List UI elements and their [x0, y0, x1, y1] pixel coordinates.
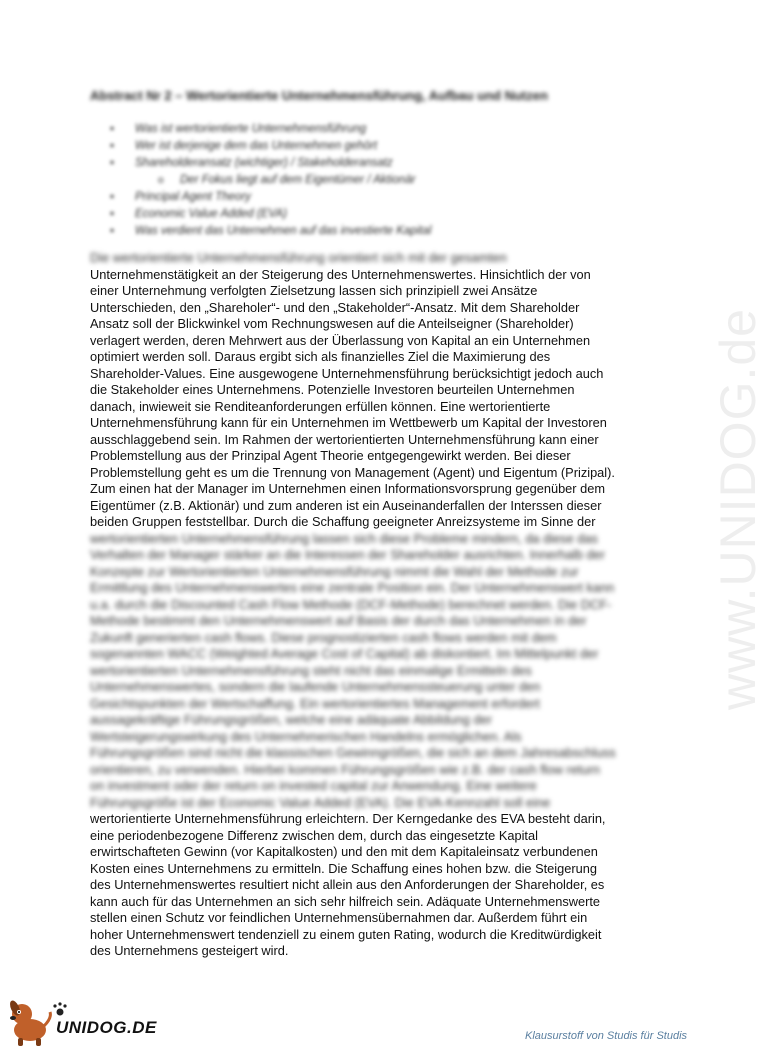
text-line: Unternehmensführung kann für ein Unternehmen im Wettbewerb um Kapital der Investoren [90, 415, 607, 430]
body-text [90, 250, 670, 960]
text-line: Die wertorientierte Unternehmensführung orientiert sich mit der gesamten [90, 250, 507, 265]
text-line: erwirtschafteten Gewinn (vor Kapitalkosten) und den mit dem Kapitaleinsatz verbundenen [90, 844, 598, 859]
text-line: Methode bestimmt den Unternehmenswert auf Basis der durch das Unternehmen in der [90, 613, 587, 628]
text-line: Problemstellung geht es um die Trennung von Management (Agent) und Eigentum (Prizipal). [90, 464, 615, 480]
dog-icon [8, 999, 50, 1046]
text-line: Konzepte zur Wertorientierten Unternehmensführung nimmt die Wahl der Methode zur [90, 563, 579, 579]
text-line: wertorientierte Unternehmensführung erleichtern. Der Kerngedanke des EVA besteht darin, [90, 811, 606, 826]
text-line: Unterschieden, den „Shareholer“- und den „Stakeholder“-Ansatz. Mit dem Shareholder [90, 299, 580, 315]
text-line: orientieren, zu verwenden. Hierbei kommen Führungsgrößen wie z.B. der cash flow return [90, 761, 600, 777]
text-line: stellen einen Schutz vor feindlichen Unternehmensübernahmen dar. Außerdem führt ein [90, 910, 588, 925]
text-line: Shareholder-Values. Eine ausgewogene Unternehmensführung berücksichtigt jedoch auch [90, 365, 604, 381]
list-item: ▪ Was verdient das Unternehmen auf das investierte Kapital [110, 223, 431, 240]
text-line: Problemstellung aus der Prinzipal Agent Theorie entgegengewirkt werden. Bei dieser [90, 448, 571, 463]
text-line: die Stakeholder eines Unternehmens. Potenzielle Investoren beurteilen Unternehmen [90, 382, 575, 397]
list-item: ▪ Principal Agent Theory [110, 189, 431, 206]
text-line: Ermittlung des Unternehmenswertes eine zentrale Position ein. Der Unternehmenswert kann [90, 580, 615, 595]
text-line: Zukunft generierten cash flows. Diese prognostizierten cash flows werden mit dem [90, 629, 557, 645]
text-line: kann auch für das Unternehmen an sich sehr hilfreich sein. Adäquate Unternehmenswerte [90, 893, 601, 909]
text-line: aussagekräftige Führungsgrößen, welche eine adäquate Abbildung der [90, 712, 492, 727]
sub-list-item: o Der Fokus liegt auf dem Eigentümer / Aktionär [110, 172, 431, 189]
text-line: hoher Unternehmenswert tendenziell zu einem guten Rating, wodurch die Kreditwürdigkeit [90, 926, 602, 942]
text-line: des Unternehmenswertes resultiert nicht allein aus den Anforderungen der Shareholder, es [90, 877, 605, 892]
text-line: des Unternehmens gesteigert wird. [90, 943, 289, 958]
text-line: wertorientierten Unternehmensführung lassen sich diese Probleme mindern, da diese das [90, 530, 598, 546]
text-line: eine periodenbezogene Differenz zwischen dem, durch das eingesetzte Kapital [90, 827, 538, 843]
text-line: einer Unternehmung verfolgten Zielsetzung lassen sich prinzipiell zwei Ansätze [90, 283, 538, 298]
text-line: Kosten eines Unternehmens zu ermitteln. Die Schaffung eines hohen bzw. die Steigerung [90, 860, 597, 876]
text-line: wertorientierten Unternehmensführung steht nicht das einmalige Ermitteln des [90, 662, 532, 678]
list-item: ▪ Was ist wertorientierte Unternehmensführung [110, 121, 431, 138]
text-line: Unternehmenswertes, sondern die laufende Unternehmenssteuerung unter den [90, 679, 541, 694]
text-line: Eigentümer (z.B. Aktionär) und zum anderen ist ein Auseinanderfallen der Interssen dieser [90, 497, 602, 513]
text-line: Zum einen hat der Manager im Unternehmen einen Informationsvorsprung gegenüber dem [90, 481, 606, 496]
text-line: Führungsgröße ist der Economic Value Added (EVA). Die EVA-Kennzahl soll eine [90, 794, 551, 810]
text-line: on investment oder der return on invested capital zur Anwendung. Eine weitere [90, 778, 537, 793]
text-line: Führungsgrößen sind nicht die klassischen Gewinngrößen, die sich an dem Jahresabschluss [90, 745, 616, 760]
text-line: ausschlaggebend sein. Im Rahmen der wertorientierten Unternehmensführung kann einer [90, 431, 599, 447]
watermark-text: www.UNIDOG.de [710, 308, 766, 710]
bullet-list [110, 121, 431, 240]
watermark [705, 250, 766, 720]
text-line: verlagert werden, deren Mehrwert aus der Überlassung von Kapital an ein Unternehmen [90, 332, 591, 348]
logo-text: UNIDOG.DE [56, 1018, 157, 1037]
text-line: Gesichtspunkten der Wertschaffung. Ein wertorientiertes Management erfordert [90, 695, 540, 711]
list-item: ▪ Shareholderansatz (wichtiger) / Stakeholderansatz [110, 155, 431, 172]
text-line: optimiert werden soll. Daraus ergibt sich als finanzielles Ziel die Maximierung des [90, 349, 551, 364]
paw-icon [53, 1002, 66, 1015]
text-line: Unternehmenstätigkeit an der Steigerung des Unternehmenswertes. Hinsichtlich der von [90, 266, 591, 282]
list-item: ▪ Wer ist derjenige dem das Unternehmen gehört [110, 138, 431, 155]
text-line: Ansatz soll der Blickwinkel vom Rechnungswesen auf die Anteilseigner (Shareholder) [90, 316, 574, 331]
text-line: Wertsteigerungswirkung des Unternehmerischen Handelns ermöglichen. Als [90, 728, 522, 744]
text-line: beiden Gruppen feststellbar. Durch die Schaffung geeigneter Anreizsysteme im Sinne der [90, 514, 596, 529]
text-line: u.a. durch die Discounted Cash Flow Methode (DCF-Methode) berechnet werden. Die DCF- [90, 596, 612, 612]
text-line: Verhalten der Manager stärker an die Interessen der Shareholder ausrichten. Innerhalb der [90, 547, 606, 562]
footer-tagline: Klausurstoff von Studis für Studis [525, 1030, 688, 1042]
list-item: ▪ Economic Value Added (EVA) [110, 206, 431, 223]
text-line: sogenannten WACC (Weighted Average Cost of Capital) ab diskontiert. Im Mittelpunkt der [90, 646, 599, 661]
document-title: Abstract Nr 2 – Wertorientierte Unternehmensführung, Aufbau und Nutzen [90, 88, 548, 103]
text-line: danach, inwieweit sie Renditeanforderungen erfüllen können. Eine wertorientierte [90, 398, 551, 414]
